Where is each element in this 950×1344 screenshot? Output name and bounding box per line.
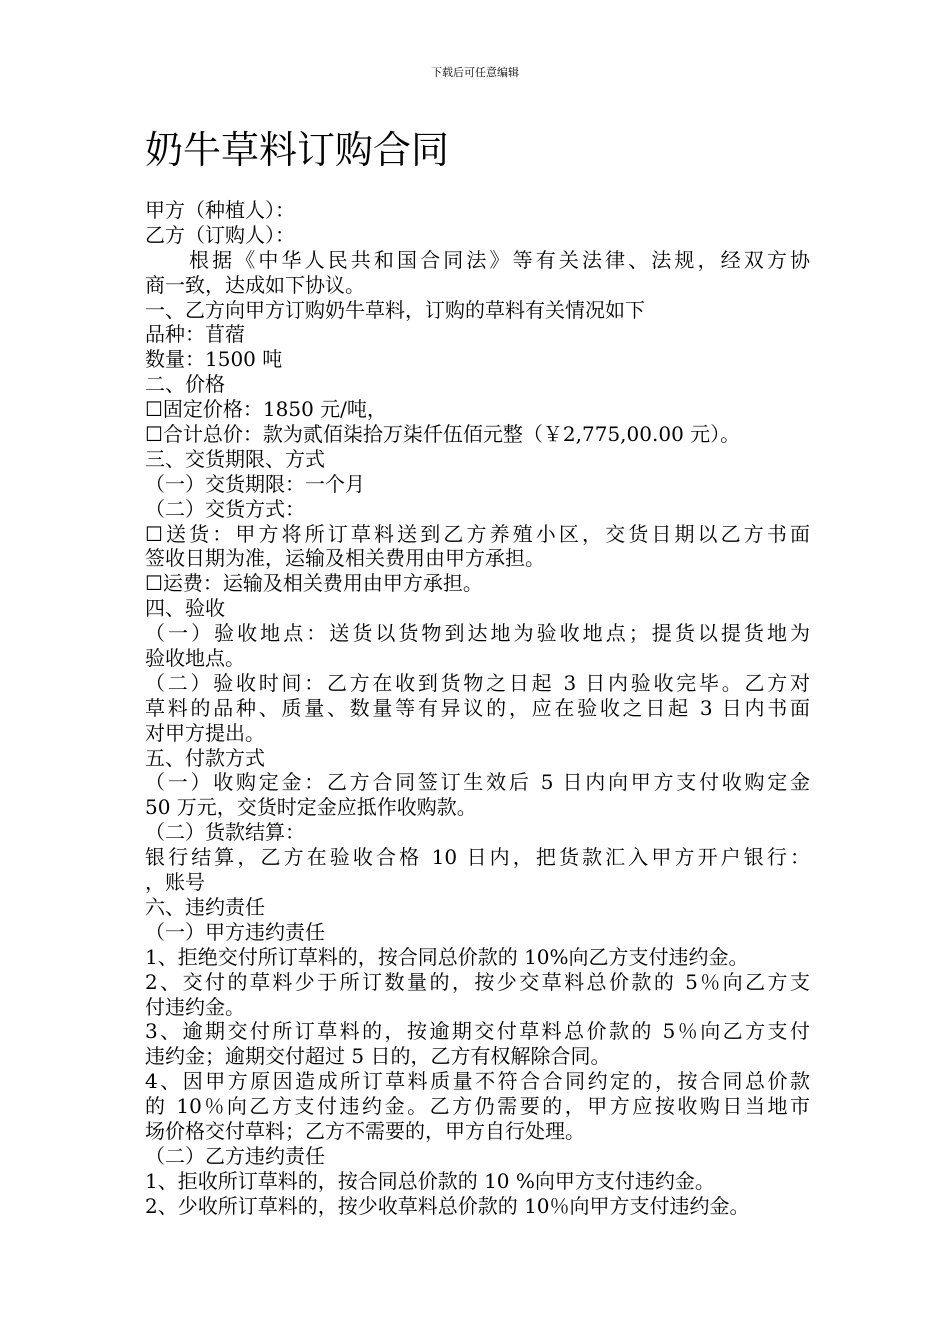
text-line: 三、交货期限、方式	[145, 446, 325, 471]
text-line: 违约金；逾期交付超过 5 日的，乙方有权解除合同。	[145, 1044, 611, 1069]
header-note: 下载后可任意编辑	[431, 66, 519, 79]
text-line: 3、逾期交付所订草料的，按逾期交付草料总价款的 5％向乙方支付	[145, 1019, 810, 1044]
text-line: （二）货款结算：	[145, 820, 305, 845]
text-line: 2、交付的草料少于所订数量的，按少交草料总价款的 5％向乙方支	[145, 969, 810, 994]
text-line: 对甲方提出。	[145, 720, 265, 745]
text-line: （一）交货期限：一个月	[145, 471, 365, 496]
text-line: 一、乙方向甲方订购奶牛草料，订购的草料有关情况如下	[145, 297, 645, 322]
text-line: 验收地点。	[145, 646, 245, 671]
text-line: 六、违约责任	[145, 894, 265, 919]
text-line: （一）验收地点：送货以货物到达地为验收地点；提货以提货地为	[145, 621, 810, 646]
text-line: 草料的品种、质量、数量等有异议的，应在验收之日起 3 日内书面	[145, 695, 810, 720]
text-line: （一）收购定金：乙方合同签订生效后 5 日内向甲方支付收购定金	[145, 770, 810, 795]
text-line: 品种：苜蓿	[145, 322, 245, 347]
text-line: 1、拒收所订草料的，按合同总价款的 10 %向甲方支付违约金。	[145, 1168, 715, 1193]
text-line: 签收日期为准，运输及相关费用由甲方承担。	[145, 546, 545, 571]
text-line: 乙方（订购人）：	[145, 222, 295, 247]
text-line: 场价格交付草料；乙方不需要的，甲方自行处理。	[145, 1118, 585, 1143]
text-line: ☐合计总价：款为贰佰柒拾万柒仟伍佰元整（￥2,775,00.00 元）。	[145, 422, 741, 447]
document-title: 奶牛草料订购合同	[145, 128, 450, 172]
text-line: 根据《中华人民共和国合同法》等有关法律、法规，经双方协	[189, 247, 810, 272]
text-line: 五、付款方式	[145, 745, 265, 770]
contract-body	[145, 198, 810, 1219]
text-line: 银行结算，乙方在验收合格 10 日内，把货款汇入甲方开户银行：	[145, 845, 810, 870]
text-line: ☐送货：甲方将所订草料送到乙方养殖小区，交货日期以乙方书面	[145, 521, 810, 546]
text-line: 甲方（种植人）：	[145, 198, 295, 222]
text-line: 的 10％向乙方支付违约金。乙方仍需要的，甲方应按收购日当地市	[145, 1094, 810, 1119]
text-line: 商一致，达成如下协议。	[145, 272, 365, 297]
text-line: （二）验收时间：乙方在收到货物之日起 3 日内验收完毕。乙方对	[145, 670, 810, 695]
text-line: 50 万元，交货时定金应抵作收购款。	[145, 795, 477, 820]
text-line: 4、因甲方原因造成所订草料质量不符合合同约定的，按合同总价款	[145, 1069, 810, 1094]
text-line: 二、价格	[145, 372, 225, 397]
text-line: （二）乙方违约责任	[145, 1143, 325, 1168]
text-line: ☐运费：运输及相关费用由甲方承担。	[145, 571, 483, 596]
text-line: ，账号	[145, 870, 205, 895]
text-line: （一）甲方违约责任	[145, 919, 325, 944]
text-line: ☐固定价格：1850 元/吨，	[145, 397, 387, 422]
text-line: 数量：1500 吨	[145, 347, 283, 372]
text-line: 1、拒绝交付所订草料的，按合同总价款的 10%向乙方支付违约金。	[145, 944, 749, 969]
text-line: （二）交货方式：	[145, 496, 305, 521]
text-line: 2、少收所订草料的，按少收草料总价款的 10％向甲方支付违约金。	[145, 1193, 750, 1218]
text-line: 四、验收	[145, 596, 225, 621]
text-line: 付违约金。	[145, 994, 245, 1019]
